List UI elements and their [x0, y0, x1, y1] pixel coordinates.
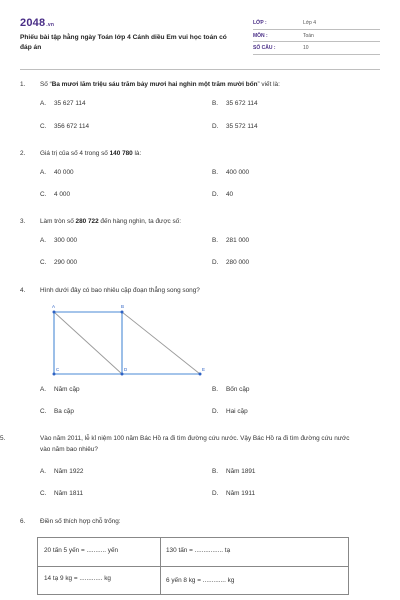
segment-ad [54, 312, 122, 374]
question-number: 1. [20, 81, 26, 88]
label-d: D [124, 367, 128, 372]
meta-row-count [253, 42, 380, 55]
option-d[interactable]: D. 35 572 114 [212, 123, 258, 130]
meta-value: Lớp 4 [303, 20, 317, 26]
option-d[interactable]: D. 40 [212, 191, 234, 198]
question-text: 5. Vào năm 2011, lễ kỉ niệm 100 năm Bác Hồ ra đi tìm đường cứu nước. Vậy Bác Hồ ra đi tìm đường cứu nước vào năm bao nhiêu? [0, 435, 350, 453]
option-b[interactable]: B. Bốn cặp [212, 386, 250, 393]
worksheet-header [20, 14, 380, 62]
question-number: 2. [20, 150, 26, 157]
option-c[interactable]: C. 4 000 [40, 191, 70, 198]
label-e: E [202, 367, 206, 372]
worksheet-meta [253, 17, 380, 55]
point-c [53, 373, 56, 376]
question-number: 4. [20, 287, 26, 294]
segment-be [122, 312, 200, 374]
option-b[interactable]: B. 35 672 114 [212, 100, 258, 107]
meta-row-grade [253, 17, 380, 30]
label-a: A [52, 304, 56, 309]
meta-value: 10 [303, 45, 309, 51]
meta-label: SỐ CÂU : [253, 45, 276, 51]
point-e [199, 373, 202, 376]
fill-cell[interactable]: 6 yến 8 kg = ............. kg [166, 577, 235, 584]
question-text: 4. Hình dưới đây có bao nhiêu cặp đoạn thẳng song song? [20, 286, 350, 297]
option-c[interactable]: C. Năm 1811 [40, 490, 84, 497]
question-number: 6. [20, 518, 26, 525]
meta-row-subject [253, 30, 380, 43]
option-c[interactable]: C. 290 000 [40, 259, 78, 266]
fill-cell[interactable]: 20 tấn 5 yến = ........... yến [44, 547, 119, 554]
point-a [53, 311, 56, 314]
fill-cell[interactable]: 130 tấn = ................ tạ [166, 547, 231, 554]
label-b: B [121, 304, 125, 309]
meta-label: MÔN : [253, 32, 268, 39]
option-a[interactable]: A. Năm 1922 [40, 468, 84, 475]
fill-cell[interactable]: 14 tạ 9 kg = ............. kg [44, 575, 111, 582]
question-number: 5. [0, 435, 6, 442]
option-d[interactable]: D. Năm 1911 [212, 490, 256, 497]
option-a[interactable]: A. 35 627 114 [40, 100, 86, 107]
option-c[interactable]: C. Ba cặp [40, 408, 74, 415]
question-number: 3. [20, 218, 26, 225]
option-a[interactable]: A. 40 000 [40, 169, 74, 176]
option-d[interactable]: D. 280 000 [212, 259, 250, 266]
question-text: 1. Số “Ba mươi lăm triệu sáu trăm bảy mươi hai nghìn một trăm mười bốn” viết là: [20, 80, 350, 91]
question-text: 2. Giá trị của số 4 trong số 140 780 là: [20, 149, 350, 160]
site-logo[interactable]: 2048.vn [20, 17, 55, 29]
option-b[interactable]: B. Năm 1891 [212, 468, 256, 475]
option-b[interactable]: B. 400 000 [212, 169, 250, 176]
point-b [121, 311, 124, 314]
question-text: 6. Điền số thích hợp chỗ trống: [20, 517, 350, 528]
question-text: 3. Làm tròn số 280 722 đến hàng nghìn, ta được số: [20, 217, 350, 228]
meta-label: LỚP : [253, 20, 267, 26]
table-divider [38, 566, 348, 567]
parallel-lines-figure [28, 302, 228, 384]
option-a[interactable]: A. Năm cặp [40, 386, 80, 393]
option-a[interactable]: A. 300 000 [40, 237, 78, 244]
worksheet-title: Phiếu bài tập hằng ngày Toán lớp 4 Cánh diều Em vui học toán có đáp án [20, 34, 227, 51]
point-d [121, 373, 124, 376]
option-d[interactable]: D. Hai cặp [212, 408, 248, 415]
label-c: C [56, 367, 60, 372]
meta-value: Toán [303, 32, 314, 39]
option-b[interactable]: B. 281 000 [212, 237, 250, 244]
header-divider [20, 69, 380, 70]
fill-in-table [37, 537, 349, 595]
option-c[interactable]: C. 356 672 114 [40, 123, 90, 130]
